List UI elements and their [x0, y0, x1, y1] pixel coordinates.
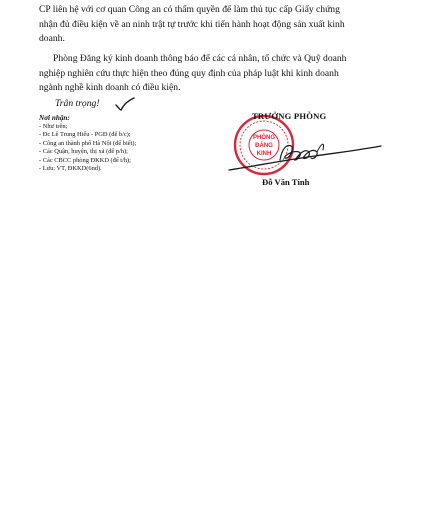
recipient-item: - Công an thành phố Hà Nội (để biết);: [39, 139, 137, 147]
recipients-label: Nơi nhận:: [39, 114, 70, 122]
paragraph-line: Phòng Đăng ký kinh doanh thông báo để các cá nhân, tổ chức và Quỹ doanh: [53, 53, 347, 64]
paragraph-line: nghiệp nghiên cứu thực hiện theo đúng quy định của pháp luật khi kinh doanh: [39, 67, 339, 79]
recipient-item: - Các CBCC phòng ĐKKD (để t/h);: [39, 156, 131, 164]
paragraph-line: CP liên hệ với cơ quan Công an có thẩm quyền để làm thủ tục cấp Giấy chứng: [39, 4, 340, 15]
seal-text: ĐĂNG: [255, 143, 273, 149]
recipients-list: [39, 114, 136, 174]
recipient-item: - Lưu: VT, ĐKKD(6nd).: [39, 165, 102, 172]
handwritten-signature: [225, 130, 385, 178]
seal-text: KINH: [256, 151, 272, 157]
paragraph-line: doanh.: [39, 33, 65, 45]
recipient-item: - Các Quận, huyện, thị xã (để p/h);: [39, 148, 128, 155]
signature-title: TRƯỞNG PHÒNG: [252, 111, 327, 121]
recipient-item: - Như trên;: [39, 122, 68, 130]
handwritten-check-mark: [114, 96, 136, 112]
recipient-item: - Đc Lê Trung Hiếu - PGĐ (để b/c);: [39, 131, 131, 138]
seal-text: PHÒNG: [252, 135, 276, 141]
paragraph-security-procedure: [39, 3, 384, 47]
signer-name: Đỗ Văn Tính: [262, 177, 310, 187]
paragraph-line: nhận đủ điều kiện về an ninh trật tự trước khi tiến hành hoạt động sản xuất kinh: [39, 18, 345, 30]
paragraph-notice: [39, 52, 384, 96]
paragraph-line: ngành nghề kinh doanh có điều kiện.: [39, 82, 181, 94]
closing-text: Trân trọng!: [55, 98, 100, 109]
